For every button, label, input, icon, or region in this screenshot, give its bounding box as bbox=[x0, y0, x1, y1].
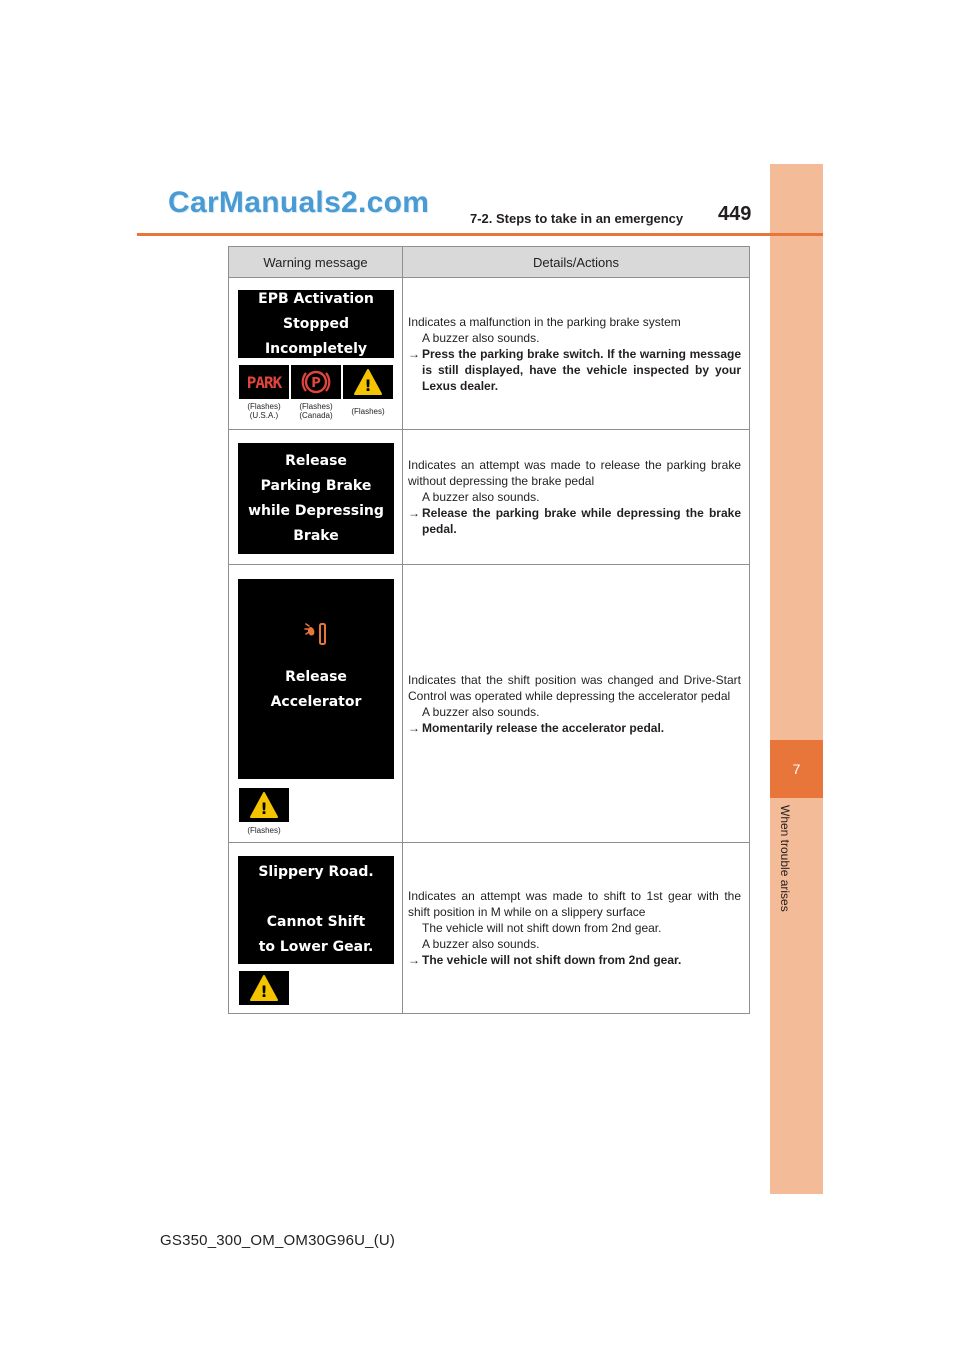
details-actions-cell bbox=[403, 430, 749, 564]
indicator-caption: (Flashes) (Canada) bbox=[299, 402, 333, 420]
master-warning-icon bbox=[249, 974, 279, 1002]
row-action bbox=[408, 346, 741, 394]
arrow-icon: → bbox=[408, 346, 420, 361]
header-rule bbox=[137, 233, 823, 236]
table-row bbox=[229, 430, 749, 565]
row-action bbox=[408, 505, 741, 537]
warning-message-cell bbox=[229, 565, 403, 842]
row-action-text: Press the parking brake switch. If the warning message is still displayed, have the vehicle inspected by your Lexus dealer. bbox=[422, 346, 741, 393]
display-line: Accelerator bbox=[270, 694, 362, 710]
master-warning-icon bbox=[249, 791, 279, 819]
details-actions-cell bbox=[403, 565, 749, 842]
details-actions-cell bbox=[403, 843, 749, 1013]
master-warning-icon bbox=[353, 368, 383, 396]
master-warning-indicator bbox=[239, 971, 289, 1005]
watermark-logo: CarManuals2.com bbox=[168, 186, 430, 219]
warning-message-table bbox=[228, 246, 750, 1014]
row-action-text: The vehicle will not shift down from 2nd gear. bbox=[422, 953, 682, 967]
chapter-number: 7 bbox=[792, 761, 801, 777]
column-header-details-actions: Details/Actions bbox=[533, 254, 619, 270]
display-line: Release bbox=[285, 669, 347, 685]
buzzer-note: A buzzer also sounds. bbox=[422, 330, 540, 345]
display-line: Slippery Road. bbox=[258, 864, 374, 880]
buzzer-note: A buzzer also sounds. bbox=[422, 937, 540, 951]
master-warning-indicator bbox=[343, 365, 393, 399]
arrow-icon: → bbox=[408, 506, 420, 520]
row-description: Indicates an attempt was made to release the parking brake without depressing the brake pedal bbox=[408, 458, 741, 488]
indicator-caption: (Flashes) bbox=[351, 407, 385, 416]
warning-display bbox=[238, 443, 394, 554]
page-number: 449 bbox=[718, 203, 752, 225]
document-code-footer: GS350_300_OM_OM30G96U_(U) bbox=[160, 1232, 396, 1249]
display-line: Cannot Shift bbox=[266, 914, 366, 930]
row-action bbox=[408, 720, 741, 736]
indicator-caption: (Flashes) bbox=[247, 826, 281, 835]
park-indicator-label: PARK bbox=[246, 372, 282, 392]
table-header bbox=[229, 247, 749, 278]
display-line: EPB Activation bbox=[258, 290, 374, 307]
row-action bbox=[408, 952, 741, 968]
indicator-caption: (Flashes) (U.S.A.) bbox=[247, 402, 281, 420]
warning-symbol: ! bbox=[364, 376, 372, 395]
row-action-text: Release the parking brake while depressing the brake pedal. bbox=[422, 506, 741, 536]
buzzer-note: A buzzer also sounds. bbox=[422, 704, 540, 719]
display-line: while Depressing bbox=[248, 502, 384, 519]
row-description: Indicates a malfunction in the parking brake system bbox=[408, 314, 681, 329]
display-line bbox=[238, 885, 394, 910]
display-line: Parking Brake bbox=[260, 477, 372, 494]
chapter-number-tab[interactable] bbox=[770, 740, 823, 798]
table-row bbox=[229, 565, 749, 843]
accelerator-foot-icon bbox=[303, 621, 329, 649]
display-line: Stopped Incompletely bbox=[264, 315, 368, 357]
details-actions-cell bbox=[403, 278, 749, 429]
display-line: to Lower Gear. bbox=[258, 939, 374, 955]
parking-brake-icon bbox=[301, 367, 331, 397]
warning-message-cell bbox=[229, 430, 403, 564]
warning-display bbox=[238, 856, 394, 964]
warning-symbol: ! bbox=[260, 799, 268, 818]
arrow-icon: → bbox=[408, 953, 420, 967]
warning-display bbox=[238, 290, 394, 358]
master-warning-indicator bbox=[239, 788, 289, 822]
column-header-warning-message: Warning message bbox=[229, 247, 403, 277]
display-line: Release bbox=[285, 452, 347, 469]
section-title: 7-2. Steps to take in an emergency bbox=[470, 211, 684, 226]
parking-brake-p-indicator bbox=[291, 365, 341, 399]
row-action-text: Momentarily release the accelerator pedal. bbox=[422, 720, 665, 735]
row-description: Indicates an attempt was made to shift to 1st gear with the shift position in M while on a slippery surface bbox=[408, 889, 741, 919]
buzzer-note: A buzzer also sounds. bbox=[422, 490, 540, 504]
row-note: The vehicle will not shift down from 2nd gear. bbox=[422, 921, 662, 935]
warning-symbol: ! bbox=[260, 982, 268, 1001]
table-row bbox=[229, 278, 749, 430]
park-indicator bbox=[239, 365, 289, 399]
arrow-icon: → bbox=[408, 720, 420, 735]
row-description: Indicates that the shift position was changed and Drive-Start Control was operated while depressing the accelerator pedal bbox=[408, 672, 741, 703]
warning-message-cell bbox=[229, 843, 403, 1013]
display-line: Brake bbox=[293, 527, 339, 544]
parking-brake-letter: P bbox=[311, 376, 321, 391]
chapter-side-strip bbox=[770, 164, 823, 1194]
warning-message-cell bbox=[229, 278, 403, 429]
table-row bbox=[229, 843, 749, 1013]
warning-display bbox=[238, 579, 394, 779]
chapter-title: When trouble arises bbox=[778, 805, 792, 912]
